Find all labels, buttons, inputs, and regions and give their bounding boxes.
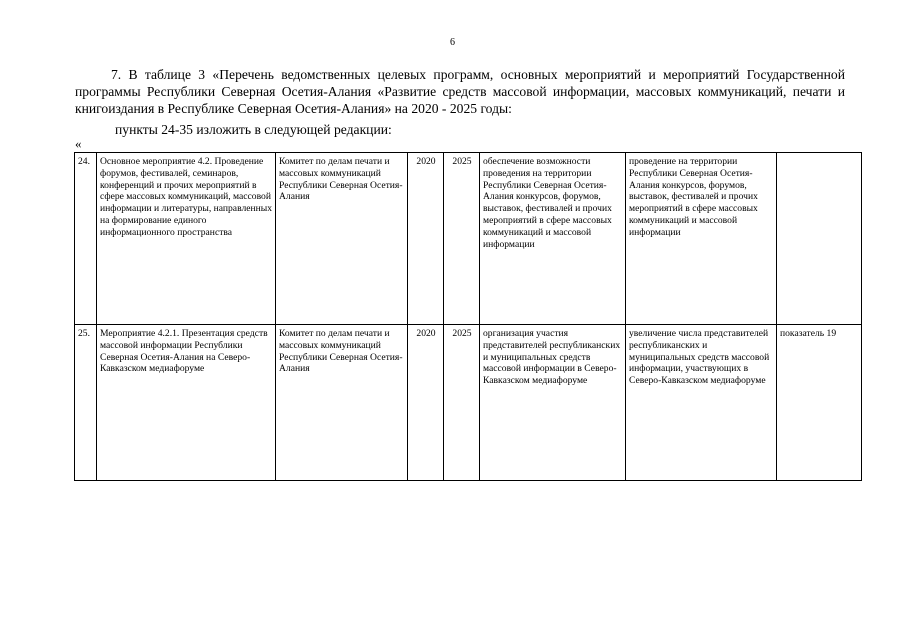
paragraph-main: 7. В таблице 3 «Перечень ведомственных целевых программ, основных мероприятий и мероприятий Государственной программы Республики Северная Осетия-Алания «Развитие средств массовой информации, массовых коммуникаций, печати и книгоиздания в Республике Северная Осетия-Алания» на 2020 - 2025 годы: <box>75 67 845 116</box>
opening-quote: « <box>75 136 82 151</box>
page-number: 6 <box>450 37 455 48</box>
year-start-cell: 2020 <box>408 153 444 325</box>
consequence-cell: увеличение числа представителей республиканских и муниципальных средств массовой информации, участвующих в Северо-Кавказском медиафоруме <box>626 325 777 481</box>
year-end-cell: 2025 <box>444 325 480 481</box>
programs-table <box>74 152 862 481</box>
row-number: 25. <box>75 325 97 481</box>
expected-result-cell: обеспечение возможности проведения на территории Республики Северная Осетия-Алания конкурсов, форумов, выставок, фестивалей и прочих мероприятий в сфере массовых коммуникаций и массовой информации <box>480 153 626 325</box>
year-end-cell: 2025 <box>444 153 480 325</box>
activity-name-cell: Основное мероприятие 4.2. Проведение форумов, фестивалей, семинаров, конференций и прочих мероприятий в сфере массовых коммуникаций, массовой информации и литературы, направленных на формирование единого информационного пространства <box>97 153 276 325</box>
paragraph-second: пункты 24-35 изложить в следующей редакции: <box>115 122 392 137</box>
expected-result-cell: организация участия представителей республиканских и муниципальных средств массовой информации в Северо-Кавказском медиафоруме <box>480 325 626 481</box>
table-row <box>75 153 862 325</box>
indicator-cell: показатель 19 <box>777 325 862 481</box>
row-number: 24. <box>75 153 97 325</box>
indicator-cell <box>777 153 862 325</box>
executor-cell: Комитет по делам печати и массовых коммуникаций Республики Северная Осетия-Алания <box>276 153 408 325</box>
executor-cell: Комитет по делам печати и массовых коммуникаций Республики Северная Осетия-Алания <box>276 325 408 481</box>
year-start-cell: 2020 <box>408 325 444 481</box>
consequence-cell: проведение на территории Республики Северная Осетия-Алания конкурсов, форумов, выставок, фестивалей и прочих мероприятий в сфере массовых коммуникаций и массовой информации <box>626 153 777 325</box>
activity-name-cell: Мероприятие 4.2.1. Презентация средств массовой информации Республики Северная Осетия-Алания на Северо-Кавказском медиафоруме <box>97 325 276 481</box>
table-row <box>75 325 862 481</box>
